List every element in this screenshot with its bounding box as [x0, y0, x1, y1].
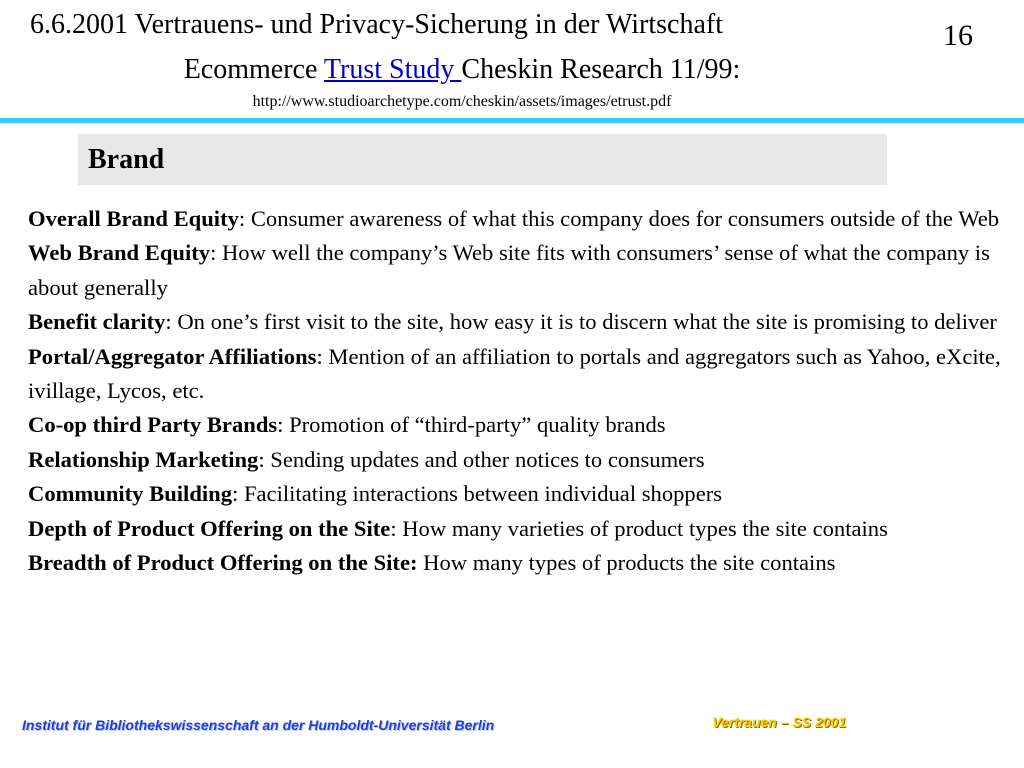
definition-text: : Consumer awareness of what this company does for consumers outside of the Web — [238, 206, 1000, 231]
definition-term: Co-op third Party Brands — [28, 412, 278, 438]
footer-course: Vertrauen – SS 2001 — [712, 714, 847, 730]
source-url: http://www.studioarchetype.com/cheskin/assets/images/etrust.pdf — [252, 93, 672, 110]
definition-text: How many types of products the site contains — [417, 550, 836, 576]
definition-term: Depth of Product Offering on the Site — [28, 515, 391, 541]
header-divider — [0, 118, 1024, 123]
title-prefix: Ecommerce — [183, 54, 324, 85]
page-number: 16 — [943, 19, 973, 52]
definition-text: : Facilitating interactions between individual shoppers — [232, 481, 723, 507]
definition-term: Benefit clarity — [28, 309, 166, 335]
definitions-list — [28, 202, 1003, 580]
definition-item — [28, 512, 1003, 546]
footer-institution: Institut für Bibliothekswissenschaft an der Humboldt-Universität Berlin — [22, 717, 495, 733]
definition-text: : Promotion of “third-party” quality brands — [277, 412, 666, 438]
slide-title-line-1: 6.6.2001 Vertrauens- und Privacy-Sicherung in der Wirtschaft — [30, 9, 723, 40]
trust-study-link[interactable]: Trust Study — [323, 54, 462, 85]
definition-item — [28, 340, 1003, 409]
section-title: Brand — [88, 144, 165, 175]
definition-term: Overall Brand Equity — [28, 206, 239, 231]
definition-item — [28, 236, 1003, 305]
definition-text: : On one’s first visit to the site, how easy it is to discern what the site is promising to deliver — [165, 309, 997, 335]
definition-item — [28, 202, 1003, 236]
definition-item — [28, 443, 1003, 477]
definition-item — [28, 408, 1003, 442]
definition-term: Breadth of Product Offering on the Site: — [28, 550, 418, 576]
definition-item — [28, 305, 1003, 339]
definition-item — [28, 477, 1003, 511]
definition-text: : How many varieties of product types the site contains — [390, 515, 888, 541]
definition-term: Portal/Aggregator Affiliations — [28, 343, 317, 369]
slide-title-line-2 — [0, 53, 924, 87]
section-heading-box — [78, 134, 887, 185]
definition-item — [28, 546, 1003, 580]
definition-term: Relationship Marketing — [28, 446, 259, 472]
title-suffix: Cheskin Research 11/99: — [461, 54, 741, 85]
definition-term: Web Brand Equity — [28, 240, 211, 266]
definition-text: : How well the company’s Web site fits with consumers’ sense of what the company is about generally — [28, 240, 990, 300]
definition-text: : Sending updates and other notices to consumers — [258, 446, 705, 472]
definition-text: : Mention of an affiliation to portals and aggregators such as Yahoo, eXcite, ivillage, Lycos, etc. — [28, 343, 1001, 404]
definition-term: Community Building — [28, 481, 233, 507]
